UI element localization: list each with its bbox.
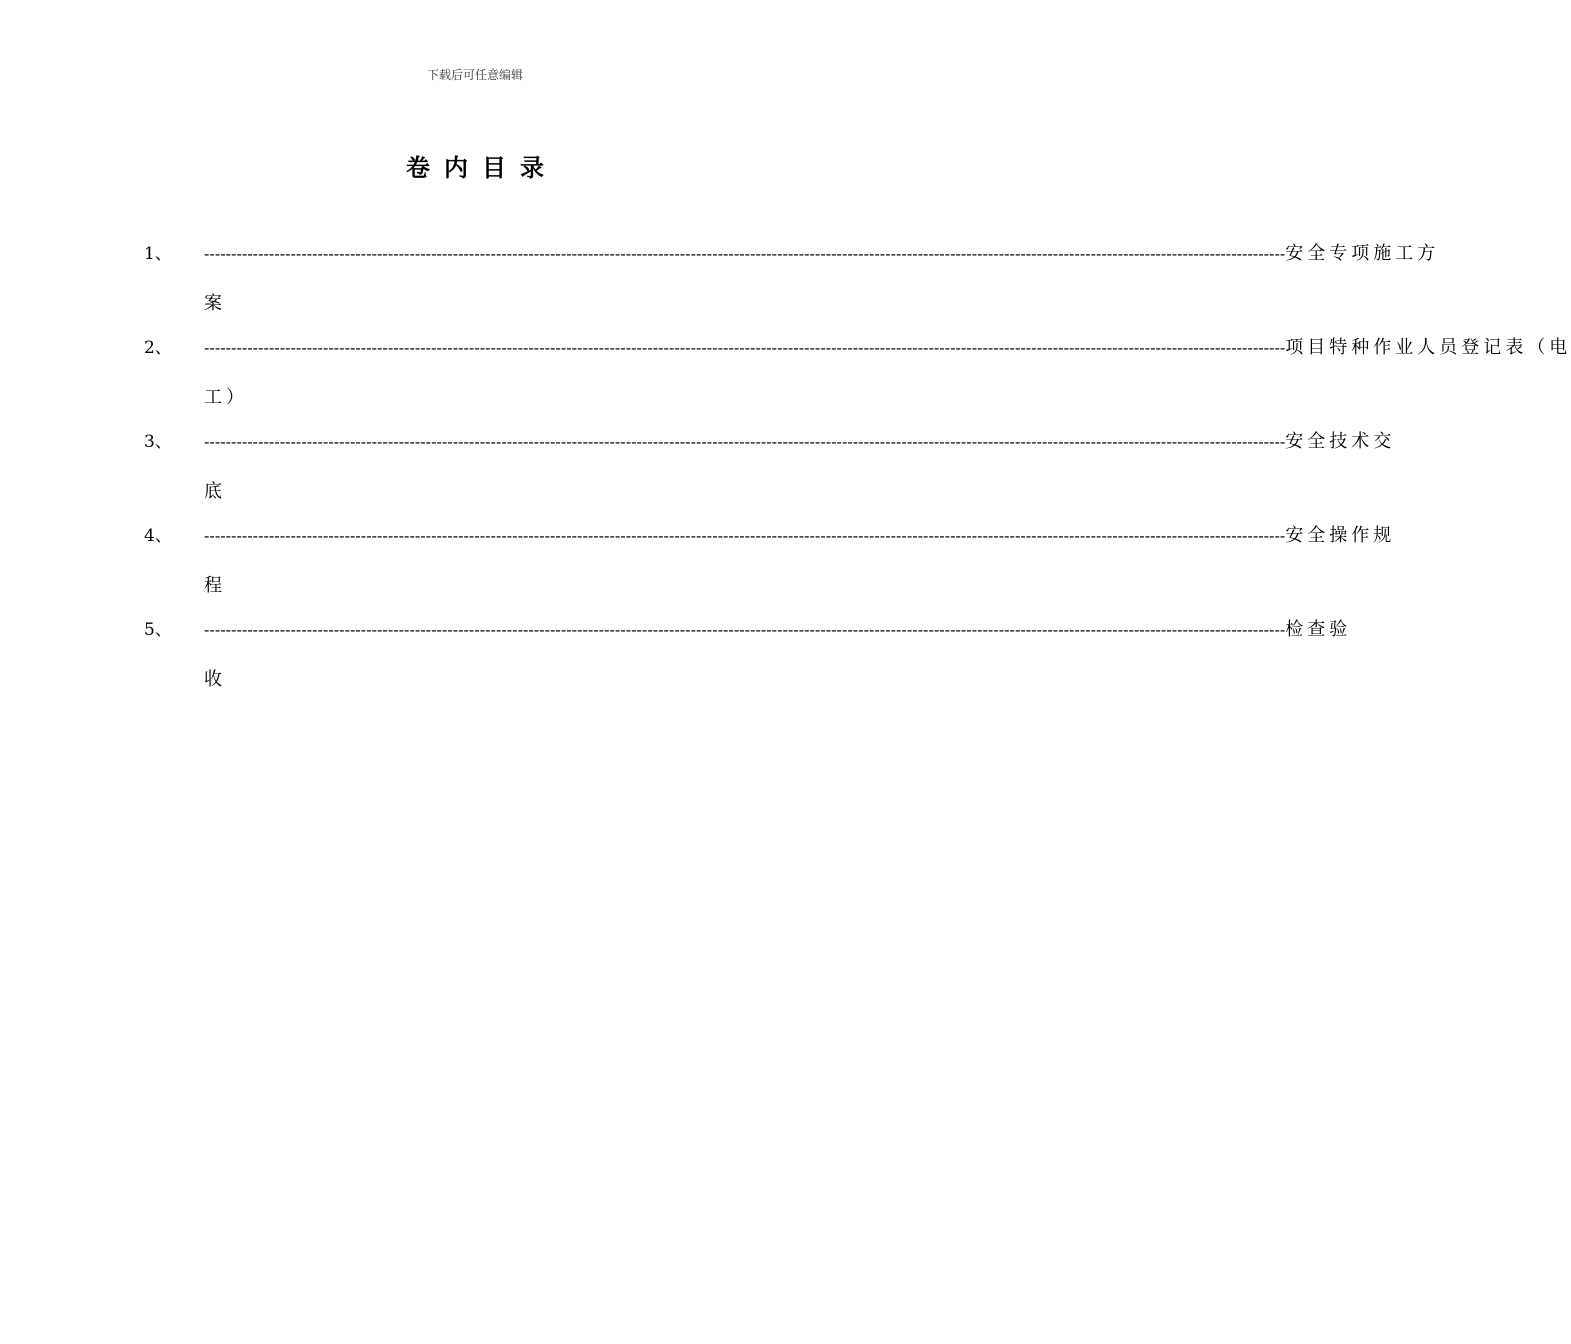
- toc-entry: [144, 520, 1396, 614]
- toc-entry-number: 5、: [144, 620, 172, 640]
- toc-entry-line: [204, 332, 1571, 364]
- header-note: 下载后可任意编辑: [426, 68, 523, 82]
- toc-entry-title: 检查验: [1285, 619, 1352, 640]
- toc-entry-title-continued: 工）: [204, 387, 248, 408]
- toc-entry: [144, 614, 1352, 714]
- toc-entry: [144, 238, 1440, 332]
- toc-entry-number: 2、: [144, 338, 172, 358]
- toc-entry-number: 3、: [144, 432, 172, 452]
- toc-entry-number: 4、: [144, 526, 172, 546]
- toc-leader-dashes: --------------------------------------------------------------------------------------------------------------------------------------------------------------------------------------------------------: [204, 526, 1286, 545]
- toc-entry-line: [204, 238, 1440, 270]
- toc-entry-title: 项目特种作业人员登记表（电: [1285, 337, 1571, 358]
- toc-entry-line: [204, 426, 1396, 458]
- toc-entry: [144, 426, 1396, 520]
- toc-entry-title-continued: 案: [204, 293, 226, 314]
- toc-entry-line: [204, 614, 1352, 646]
- toc-leader-dashes: --------------------------------------------------------------------------------------------------------------------------------------------------------------------------------------------------------: [204, 620, 1286, 639]
- toc-entry-title-continued: 底: [204, 481, 226, 502]
- toc-entry-title: 安全专项施工方: [1285, 243, 1440, 264]
- toc-entry-title: 安全操作规: [1285, 525, 1396, 546]
- page-title: 卷内目录: [406, 153, 558, 182]
- toc-entry: [144, 332, 1571, 426]
- toc-leader-dashes: --------------------------------------------------------------------------------------------------------------------------------------------------------------------------------------------------------: [204, 432, 1286, 451]
- toc-leader-dashes: --------------------------------------------------------------------------------------------------------------------------------------------------------------------------------------------------------: [204, 338, 1286, 357]
- toc-entry-line: [204, 520, 1396, 552]
- toc-entry-title: 安全技术交: [1285, 431, 1396, 452]
- toc-entry-title-continued: 程: [204, 575, 226, 596]
- toc-entry-number: 1、: [144, 244, 172, 264]
- toc-entry-title-continued: 收: [204, 669, 226, 690]
- toc-leader-dashes: --------------------------------------------------------------------------------------------------------------------------------------------------------------------------------------------------------: [204, 244, 1286, 263]
- table-of-contents: [144, 238, 1571, 714]
